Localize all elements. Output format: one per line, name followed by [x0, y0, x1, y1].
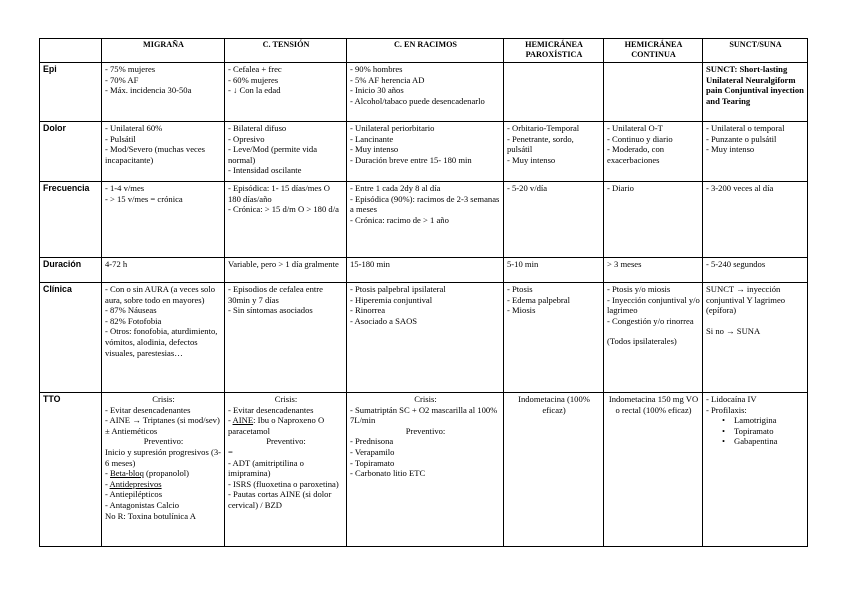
cell-frecuencia-sunct: - 3-200 veces al día [703, 182, 808, 258]
cell-line: - Otros: fonofobia, aturdimiento, vómitos, alodinia, defectos visuales, parestesias… [105, 326, 218, 358]
cell-line: - Entre 1 cada 2dy 8 al día [350, 183, 441, 193]
cell-clinica-migrana [102, 283, 225, 393]
header-migrana: MIGRAÑA [102, 39, 225, 63]
cell-line-beta [105, 468, 222, 479]
cell-line: - Ptosis palpebral ipsilateral [350, 284, 446, 294]
cell-line: - Intensidad oscilante [228, 165, 302, 176]
cell-line: Inicio y supresión progresivos (3-6 meses) [105, 446, 221, 468]
cell-duracion-tension: Variable, pero > 1 día gralmente [225, 258, 347, 283]
cell-tto-sunct [703, 393, 808, 547]
cell-clinica-paroxistica [504, 283, 604, 393]
row-tto [40, 393, 808, 547]
cell-line: SUNCT → inyección conjuntival Y lagrimeo (epífora) [706, 284, 786, 316]
cell-line: - Continuo y diario [607, 133, 673, 144]
cell-line: - Asociado a SAOS [350, 315, 418, 326]
cell-line: - Episodios de cefalea entre 30min y 7 días [228, 284, 323, 305]
cell-line: - Miosis [507, 305, 536, 316]
cell-line: - Evitar desencadenantes [228, 404, 314, 415]
cell-line: - Lancinante [350, 133, 394, 144]
header-empty [40, 39, 102, 63]
cell-line: - 75% mujeres [105, 64, 156, 74]
cell-dolor-tension [225, 122, 347, 182]
cell-epi-migrana [102, 63, 225, 122]
cell-line: - Pulsátil [105, 133, 136, 144]
cell-line-antidep [105, 479, 222, 490]
row-label-frecuencia: Frecuencia [40, 182, 102, 258]
cell-line: - 82% Fotofobia [105, 315, 162, 326]
cell-line: - Congestión y/o rinorrea [607, 315, 694, 326]
cell-line: - Inyección conjuntival y/o lagrimeo [607, 294, 700, 316]
cell-line: - Episódica: 1- 15 días/mes O 180 días/año [228, 183, 330, 204]
cell-line: - Bilateral difuso [228, 123, 287, 133]
cell-line: - 1-4 v/mes [105, 183, 145, 193]
cell-clinica-racimos [347, 283, 504, 393]
cell-line: - Sumatriptán SC + O2 mascarilla al 100% 7L/min [350, 404, 498, 426]
cell-duracion-continua: > 3 meses [604, 258, 703, 283]
cell-line: - Ptosis y/o miosis [607, 284, 671, 294]
cell-line: - Carbonato litio ETC [350, 468, 426, 479]
cell-text: Indometacina (100% eficaz) [518, 394, 590, 415]
cell-duracion-racimos: 15-180 min [347, 258, 504, 283]
cell-line: - Mod/Severo (muchas veces incapacitante) [105, 144, 205, 165]
cell-tto-paroxistica [504, 393, 604, 547]
cell-line: - Inicio 30 años [350, 85, 404, 96]
cell-clinica-continua [604, 283, 703, 393]
cell-line: - Unilateral 60% [105, 123, 163, 133]
cell-line: - Muy intenso [350, 144, 399, 155]
cell-line: - Topiramato [350, 457, 395, 468]
cell-line: - Cefalea + frec [228, 64, 282, 74]
row-clinica [40, 283, 808, 393]
cell-line: - 90% hombres [350, 64, 403, 74]
cell-line: - Unilateral periorbitario [350, 123, 435, 133]
cell-text: Indometacina 150 mg VO o rectal (100% eficaz) [608, 394, 699, 415]
preventivo-title: Preventivo: [405, 425, 446, 436]
cell-line: - Opresivo [228, 133, 265, 144]
cell-line: - Lidocaína IV [706, 394, 757, 404]
cell-line: - Muy intenso [507, 154, 556, 165]
row-label-duracion: Duración [40, 258, 102, 283]
cell-line: - Sin síntomas asociados [228, 305, 313, 316]
cell-clinica-tension [225, 283, 347, 393]
cell-line: - Muy intenso [706, 144, 755, 155]
cell-line: - Profilaxis: [706, 404, 747, 415]
cell-line: - Penetrante, sordo, pulsátil [507, 133, 574, 155]
cell-frecuencia-tension [225, 182, 347, 258]
cell-clinica-sunct [703, 283, 808, 393]
row-dolor [40, 122, 808, 182]
crisis-title: Crisis: [414, 394, 437, 404]
header-racimos: C. EN RACIMOS [347, 39, 504, 63]
preventivo-title: Preventivo: [266, 436, 306, 447]
dash: - [105, 478, 110, 489]
cell-line: - ↓ Con la edad [228, 85, 281, 96]
cell-line: (Todos ipsilaterales) [607, 336, 677, 347]
bullet-item: • Topiramato [706, 426, 805, 437]
bullet-item: • Gabapentina [706, 436, 805, 447]
cell-line: - 70% AF [105, 74, 139, 85]
cell-duracion-paroxistica: 5-10 min [504, 258, 604, 283]
cell-line: - Con o sin AURA (a veces solo aura, sobre todo en mayores) [105, 284, 216, 305]
cell-frecuencia-migrana [102, 182, 225, 258]
cefaleas-table [39, 38, 808, 547]
cell-line: - Pautas cortas AINE (si dolor cervical) / BZD [228, 489, 332, 510]
dash: - [105, 468, 111, 479]
cell-line: - Antagonistas Calcio [105, 499, 179, 510]
row-label-dolor: Dolor [40, 122, 102, 182]
cell-dolor-migrana [102, 122, 225, 182]
row-duracion [40, 258, 808, 283]
cell-line: - ISRS (fluoxetina o paroxetina) [228, 478, 339, 489]
cell-tto-racimos [347, 393, 504, 547]
header-row [40, 39, 808, 63]
cell-dolor-racimos [347, 122, 504, 182]
cell-line: - Rinorrea [350, 305, 386, 316]
cell-line: - Hiperemia conjuntival [350, 294, 433, 305]
cell-line: - Punzante o pulsátil [706, 133, 777, 144]
row-label-epi: Epi [40, 63, 102, 122]
cell-duracion-migrana: 4-72 h [102, 258, 225, 283]
bullet-item: • Lamotrigina [706, 415, 805, 426]
spacer [706, 316, 805, 326]
cell-line: - Crónica: > 15 d/m O > 180 d/a [228, 204, 339, 215]
header-continua: HEMICRÁNEA CONTINUA [604, 39, 703, 63]
cell-line: - Alcohol/tabaco puede desencadenarlo [350, 95, 485, 106]
cell-line: - Duración breve entre 15- 180 min [350, 154, 472, 165]
header-paroxistica: HEMICRÁNEA PAROXÍSTICA [504, 39, 604, 63]
preventivo-title: Preventivo: [143, 436, 184, 447]
aine-rest: : Ibu o Naproxeno O paracetamol [228, 415, 325, 436]
row-epi [40, 63, 808, 122]
row-label-tto: TTO [40, 393, 102, 547]
cell-line: - AINE → Triptanes (si mod/sev) ± Antieméticos [105, 415, 220, 436]
cell-frecuencia-continua: - Diario [604, 182, 703, 258]
cell-line: - 87% Náuseas [105, 305, 157, 316]
cell-frecuencia-racimos [347, 182, 504, 258]
cell-tto-migrana [102, 393, 225, 547]
cell-epi-tension [225, 63, 347, 122]
cell-dolor-paroxistica [504, 122, 604, 182]
crisis-title: Crisis: [274, 394, 298, 404]
cell-line: - ADT (amitriptilina o imipramina) [228, 457, 304, 479]
cell-line: - Prednisona [350, 436, 394, 447]
cell-line: = [228, 446, 233, 457]
cell-line: - Edema palpebral [507, 294, 570, 305]
cell-epi-sunct: SUNCT: Short-lasting Unilateral Neuralgiform pain Conjuntival inyection and Tearing [703, 63, 808, 122]
cell-line: - Verapamilo [350, 446, 395, 457]
cell-line: - Máx. incidencia 30-50a [105, 85, 192, 96]
beta-bloq-link: Beta-bloq [110, 468, 144, 479]
cell-line: - Crónica: racimo de > 1 año [350, 214, 449, 225]
cell-line: - Unilateral O-T [607, 123, 663, 133]
document-page [39, 38, 807, 547]
cell-line: - Moderado, con exacerbaciones [607, 144, 665, 165]
cell-tto-continua [604, 393, 703, 547]
cell-dolor-continua [604, 122, 703, 182]
cell-line: - Evitar desencadenantes [105, 404, 191, 415]
dash: - [228, 415, 233, 426]
cell-line: - > 15 v/mes = crónica [105, 193, 183, 204]
row-frecuencia [40, 182, 808, 258]
antidepresivos-link: Antidepresivos [109, 478, 162, 489]
cell-duracion-sunct: - 5-240 segundos [703, 258, 808, 283]
header-sunct: SUNCT/SUNA [703, 39, 808, 63]
cell-dolor-sunct [703, 122, 808, 182]
cell-line-aine [228, 415, 344, 436]
cell-line: - Episódica (90%): racimos de 2-3 semanas a meses [350, 193, 500, 215]
cell-epi-continua [604, 63, 703, 122]
cell-epi-racimos [347, 63, 504, 122]
cell-line: - 60% mujeres [228, 74, 279, 85]
cell-line: - 5% AF herencia AD [350, 74, 425, 85]
cell-tto-tension [225, 393, 347, 547]
spacer [607, 326, 700, 336]
cell-line: - Ptosis [507, 284, 533, 294]
cell-line: No R: Toxina botulínica A [105, 510, 196, 521]
header-tension: C. TENSIÓN [225, 39, 347, 63]
beta-rest: (propanolol) [143, 468, 190, 479]
cell-epi-paroxistica [504, 63, 604, 122]
aine-link: AINE [232, 415, 254, 426]
cell-line: - Antiepilépticos [105, 489, 163, 500]
cell-line: - Unilateral o temporal [706, 123, 785, 133]
cell-frecuencia-paroxistica: - 5-20 v/día [504, 182, 604, 258]
cell-line: - Leve/Mod (permite vida normal) [228, 144, 318, 165]
cell-line: - Orbitario-Temporal [507, 123, 580, 133]
cell-line: Si no → SUNA [706, 325, 761, 336]
crisis-title: Crisis: [152, 394, 175, 404]
row-label-clinica: Clínica [40, 283, 102, 393]
